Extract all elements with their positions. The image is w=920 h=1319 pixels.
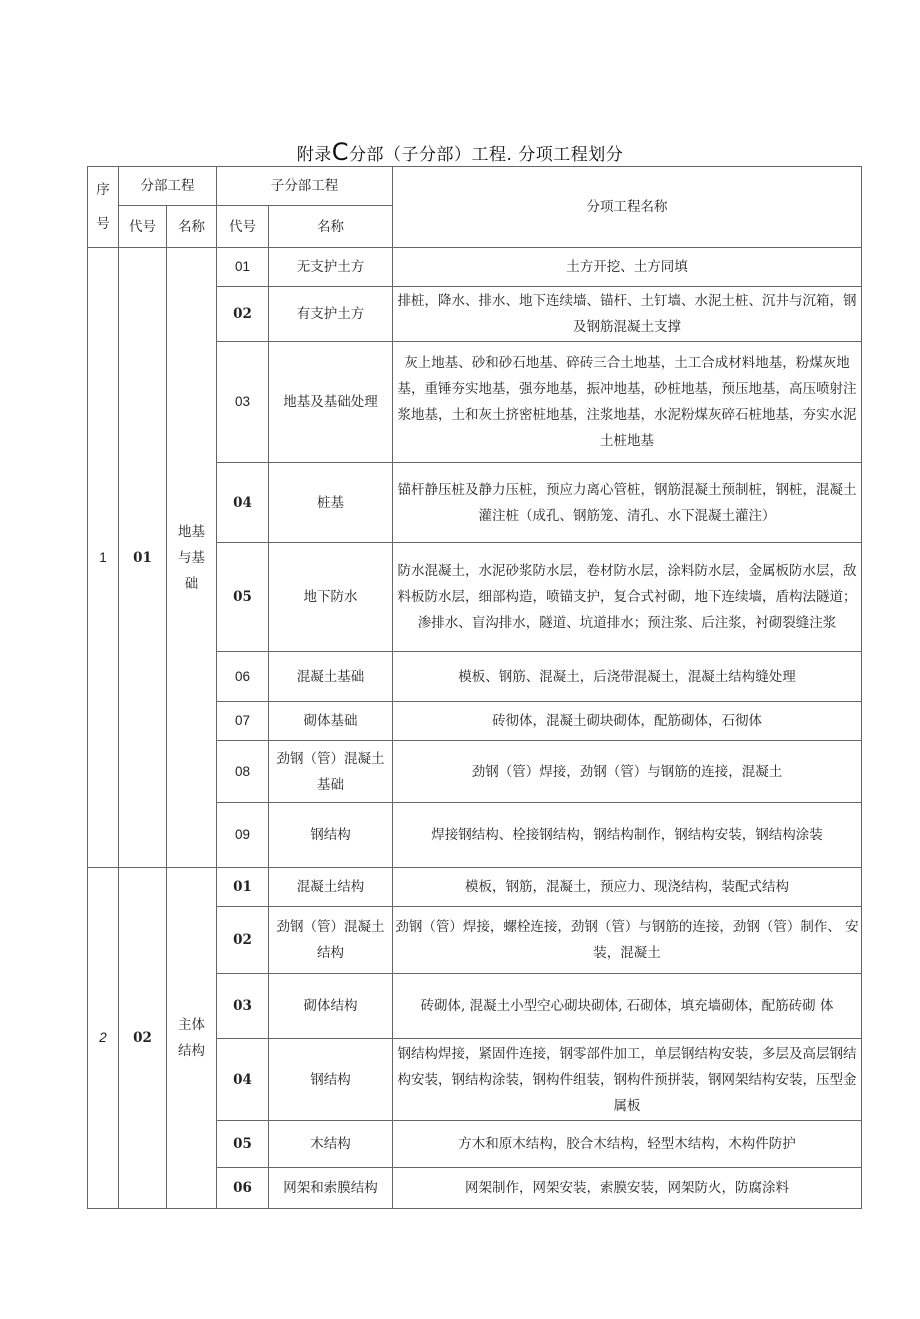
sub-name: 木结构 xyxy=(269,1121,393,1168)
sub-code: 07 xyxy=(217,702,269,741)
item-names: 钢结构焊接，紧固件连接，钢零部件加工，单层钢结构安装，多层及高层钢结构安装，钢结构涂装，钢构件组装，钢构件预拼装，钢网架结构安装，压型金属板 xyxy=(393,1039,862,1121)
title-letter: C xyxy=(331,138,349,166)
sub-code: 08 xyxy=(217,741,269,803)
item-names: 焊接钢结构、栓接钢结构，钢结构制作，钢结构安装，钢结构涂装 xyxy=(393,803,862,868)
sub-code: 06 xyxy=(217,1168,269,1209)
sub-name: 砌体结构 xyxy=(269,974,393,1039)
sub-code: 03 xyxy=(217,974,269,1039)
item-names: 排桩，降水、排水、地下连续墙、锚杆、土钉墙、水泥土桩、沉井与沉箱，钢及钢筋混凝土支撑 xyxy=(393,287,862,342)
table-row xyxy=(88,868,862,907)
sub-name: 劲钢（管）混凝土 结构 xyxy=(269,907,393,974)
header-seq: 序号 xyxy=(88,167,119,248)
group-seq: 1 xyxy=(88,248,119,868)
sub-name: 桩基 xyxy=(269,463,393,543)
item-names: 锚杆静压桩及静力压桩，预应力离心管桩，钢筋混凝土预制桩，钢桩，混凝土灌注桩（成孔、钢筋笼、清孔、水下混凝土灌注） xyxy=(393,463,862,543)
item-names: 方木和原木结构，胶合木结构，轻型木结构，木构件防护 xyxy=(393,1121,862,1168)
sub-name: 地基及基础处理 xyxy=(269,342,393,463)
sub-code: 02 xyxy=(217,907,269,974)
sub-name: 地下防水 xyxy=(269,543,393,652)
header-row-1 xyxy=(88,167,862,206)
sub-code: 06 xyxy=(217,652,269,702)
sub-name: 劲钢（管）混凝土 基础 xyxy=(269,741,393,803)
header-items: 分项工程名称 xyxy=(393,167,862,248)
header-sub-name: 名称 xyxy=(269,206,393,248)
table-row xyxy=(88,248,862,287)
header-code: 代号 xyxy=(119,206,167,248)
sub-name: 网架和索膜结构 xyxy=(269,1168,393,1209)
item-names: 灰上地基、砂和砂石地基、碎砖三合土地基，土工合成材料地基，粉煤灰地基，重锤夯实地基，强夯地基，振冲地基，砂桩地基，预压地基，高压喷射注浆地基，土和灰土挤密桩地基，注浆地基，水泥粉煤灰碎石桩地基，夯实水泥土桩地基 xyxy=(393,342,862,463)
header-subdivision: 子分部工程 xyxy=(217,167,393,206)
group-seq: 2 xyxy=(88,868,119,1209)
item-names: 模板，钢筋，混凝土，预应力、现浇结构，装配式结构 xyxy=(393,868,862,907)
header-division: 分部工程 xyxy=(119,167,217,206)
sub-code: 03 xyxy=(217,342,269,463)
sub-code: 05 xyxy=(217,543,269,652)
group-name: 主体结构 xyxy=(167,868,217,1209)
item-names: 劲钢（管）焊接，螺栓连接，劲钢（管）与钢筋的连接，劲钢（管）制作、 安装，混凝土 xyxy=(393,907,862,974)
sub-code: 01 xyxy=(217,248,269,287)
title-rest: 分部（子分部）工程. 分项工程划分 xyxy=(348,145,624,165)
group-name: 地基与基础 xyxy=(167,248,217,868)
item-names: 砖彻体，混凝土砌块砌体，配筋砌体，石彻体 xyxy=(393,702,862,741)
division-table xyxy=(87,166,862,1209)
item-names: 模板、钢筋、混凝土，后浇带混凝土，混凝土结构缝处理 xyxy=(393,652,862,702)
sub-code: 04 xyxy=(217,463,269,543)
item-names: 砖砌体, 混凝土小型空心砌块砌体, 石砌体，填充墙砌体，配筋砖砌 体 xyxy=(393,974,862,1039)
sub-name: 钢结构 xyxy=(269,803,393,868)
sub-name: 混凝土基础 xyxy=(269,652,393,702)
group-code: 02 xyxy=(119,868,167,1209)
sub-code: 09 xyxy=(217,803,269,868)
item-names: 劲钢（管）焊接，劲钢（管）与钢筋的连接，混凝土 xyxy=(393,741,862,803)
item-names: 网架制作，网架安装，索膜安装，网架防火，防腐涂料 xyxy=(393,1168,862,1209)
title-prefix: 附录 xyxy=(296,145,332,165)
sub-code: 01 xyxy=(217,868,269,907)
sub-name: 砌体基础 xyxy=(269,702,393,741)
sub-code: 02 xyxy=(217,287,269,342)
sub-name: 混凝土结构 xyxy=(269,868,393,907)
item-names: 土方开挖、土方同填 xyxy=(393,248,862,287)
sub-name: 钢结构 xyxy=(269,1039,393,1121)
header-sub-code: 代号 xyxy=(217,206,269,248)
item-names: 防水混凝土，水泥砂浆防水层，卷材防水层，涂料防水层，金属板防水层，敌料板防水层，细部构造，喷锚支护，复合式衬砌，地下连续墙，盾构法隧道；渗排水、盲沟排水，隧道、坑道排水；预注浆、后注浆，衬砌裂缝注浆 xyxy=(393,543,862,652)
sub-name: 无支护土方 xyxy=(269,248,393,287)
page-title xyxy=(0,138,920,166)
header-name: 名称 xyxy=(167,206,217,248)
sub-code: 04 xyxy=(217,1039,269,1121)
sub-code: 05 xyxy=(217,1121,269,1168)
group-code: 01 xyxy=(119,248,167,868)
sub-name: 有支护土方 xyxy=(269,287,393,342)
